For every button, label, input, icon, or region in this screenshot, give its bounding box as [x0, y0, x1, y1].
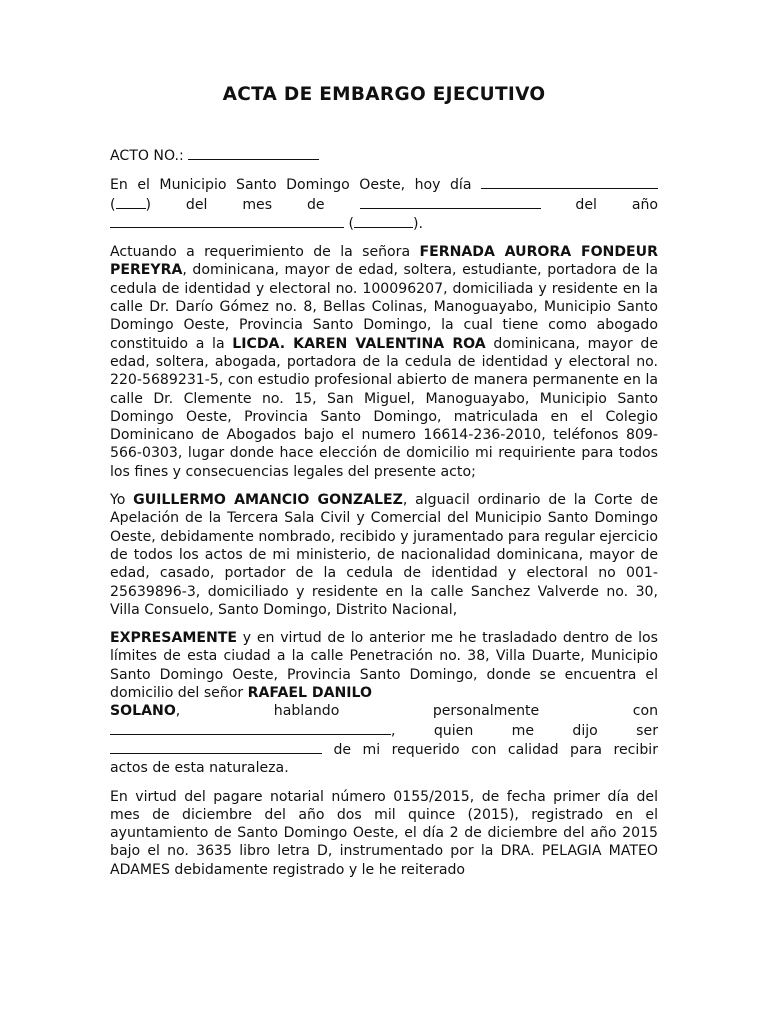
month-blank: [360, 195, 541, 209]
requester-name: FERNADA AURORA FONDEUR PEREYRA: [110, 244, 658, 279]
date-line-2: [110, 195, 658, 214]
said-to-be-text: quien me dijo ser: [433, 722, 658, 739]
transfer-line-5: actos de esta naturaleza.: [110, 760, 289, 777]
debtor-name-last: SOLANO: [110, 703, 176, 720]
requester-paragraph: [110, 243, 658, 481]
transfer-paragraph: [110, 629, 658, 777]
debtor-name-first: RAFAEL DANILO: [247, 685, 372, 702]
date-line-1: [110, 175, 658, 194]
expresamente-word: EXPRESAMENTE: [110, 630, 238, 647]
transfer-line-4: [110, 740, 658, 759]
transfer-line-2: [110, 702, 658, 720]
document-body: [110, 146, 658, 889]
date-intro-text: En el Municipio Santo Domingo Oeste, hoy día: [110, 177, 472, 194]
person-blank: [110, 721, 391, 735]
bailiff-name: GUILLERMO AMANCIO GONZALEZ: [133, 492, 403, 509]
transfer-text: [110, 629, 658, 702]
year-number-blank: [354, 214, 413, 228]
acto-number-line: [110, 146, 658, 165]
requester-text-2: , dominicana, mayor de edad, soltera, estudiante, portadora de la cedula de identidad y electoral no. 100096207, domiciliada y residente en la calle Dr. Darío Gómez no. 8, Bellas Colinas, Manoguayabo, Municipio Santo Domingo Oeste, Provincia Santo Domingo, la cual tiene como abogado constituido a la: [110, 262, 658, 352]
paren-close: ): [145, 196, 151, 213]
bailiff-text-1: Yo: [110, 492, 134, 509]
acto-number-label: ACTO NO.:: [110, 148, 184, 164]
speaking-text: , hablando personalmente con: [175, 703, 658, 720]
day-number-blank: [116, 195, 146, 209]
transfer-line-3: [110, 721, 658, 740]
requester-text-3: dominicana, mayor de edad, soltera, abogada, portadora de la cedula de identidad y electoral no. 220-5689231-5, con estudio profesional abierto de manera permanente en la calle Dr. Clemente no. 15, San Miguel, Manoguayabo, Municipio Santo Domingo Oeste, Provincia Santo Domingo, matriculada en el Colegio Dominicano de Abogados bajo el numero 16614-236-2010, teléfonos 809-566-0303, lugar donde hace elección de domicilio mi requiriente para todos los fines y consecuencias legales del presente acto;: [110, 335, 658, 480]
lawyer-name: LICDA. KAREN VALENTINA ROA: [232, 335, 486, 352]
requested-quality-text: de mi requerido con calidad para recibir: [333, 741, 659, 758]
requester-text-1: Actuando a requerimiento de la señora: [110, 244, 420, 261]
date-paragraph: [110, 175, 658, 233]
paren-open: (: [110, 196, 116, 213]
document-title: ACTA DE EMBARGO EJECUTIVO: [222, 84, 546, 105]
relation-blank: [110, 740, 322, 754]
promissory-paragraph: En virtud del pagare notarial número 0155/2015, de fecha primer día del mes de diciembre del año dos mil quince (2015), registrado en el ayuntamiento de Santo Domingo Oeste, el día 2 de diciembre del año 2015 bajo el no. 3635 libro letra D, instrumentado por la DRA. PELAGIA MATEO ADAMES debidamente registrado y le he reiterado: [110, 788, 658, 878]
del-mes-de-text: del mes de: [185, 196, 325, 213]
comma: ,: [391, 722, 396, 739]
bailiff-text-2: , alguacil ordinario de la Corte de Apelación de la Tercera Sala Civil y Comercial del Municipio Santo Domingo Oeste, debidamente nombrado, recibido y juramentado para regular ejercicio de todos los actos de mi ministerio, de nacionalidad dominicana, mayor de edad, casado, portador de la cedula de identidad y electoral no 001-25639896-3, domiciliado y residente en la calle Sanchez Valverde no. 30, Villa Consuelo, Santo Domingo, Distrito Nacional,: [110, 492, 658, 618]
date-line-3: [110, 214, 658, 233]
paren-open-2: (: [348, 215, 354, 232]
bailiff-paragraph: [110, 491, 658, 619]
acto-number-blank: [188, 146, 319, 160]
year-blank: [110, 214, 344, 228]
del-ano-text: del año: [575, 196, 659, 213]
paren-close-2: ).: [412, 215, 423, 232]
day-blank: [481, 175, 658, 189]
transfer-text-1: y en virtud de lo anterior me he trasladado dentro de los límites de esta ciudad a la calle Penetración no. 38, Villa Duarte, Municipio Santo Domingo Oeste, Provincia Santo Domingo, donde se encuentra el domicilio del señor: [110, 630, 658, 702]
